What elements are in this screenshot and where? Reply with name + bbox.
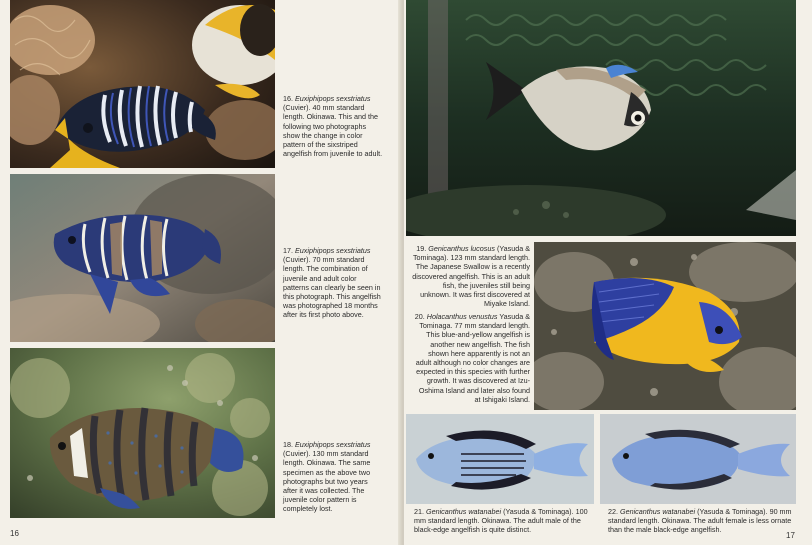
caption-16-species: Euxiphipops sexstriatus [295, 94, 371, 103]
photo-transitional-sixstriped-angelfish [10, 174, 275, 342]
page-number-right: 17 [786, 531, 795, 540]
caption-17 [283, 246, 383, 324]
photo-japanese-swallow-angelfish [406, 0, 796, 236]
left-page [0, 0, 402, 545]
right-page [404, 0, 812, 545]
caption-17-text: (Cuvier). 70 mm standard length. The combination of juvenile and adult color patterns can clearly be seen in this photograph. This angelfish was photographed 18 months after its first photo above. [283, 255, 381, 320]
photo-juvenile-sixstriped-angelfish [10, 0, 275, 168]
caption-20 [412, 312, 530, 408]
caption-21-number: 21. [414, 507, 424, 516]
caption-21 [414, 507, 592, 539]
caption-19-species: Genicanthus lucosus [428, 244, 495, 253]
photo-male-black-edge-angelfish [406, 414, 594, 504]
caption-19-text: (Yasuda & Tominaga). 123 mm standard length. The Japanese Swallow is a recently discovered angelfish. This is an adult fish, the juveniles still being unknown. It was first discovered at Miyake Island. [412, 244, 530, 309]
caption-17-species: Euxiphipops sexstriatus [295, 246, 371, 255]
caption-16-number: 16. [283, 94, 293, 103]
caption-20-species: Holacanthus venustus [426, 312, 498, 321]
caption-18-species: Euxiphipops sexstriatus [295, 440, 371, 449]
caption-19-number: 19. [416, 244, 427, 253]
caption-18 [283, 440, 383, 518]
caption-20-text: Yasuda & Tominaga. 77 mm standard length. This blue-and-yellow angelfish is another new angelfish. The fish shown here apparently is not an adult although no color changes are expected in this species with further growth. It was discovered at Izu-Oshima Island and later also found at Ishigaki Island. [415, 312, 530, 404]
caption-16-text: (Cuvier). 40 mm standard length. Okinawa. This and the following two photographs show the change in color pattern of the sixstriped angelfish from juvenile to adult. [283, 103, 383, 159]
caption-22-species: Genicanthus watanabei [620, 507, 696, 516]
caption-22 [608, 507, 794, 539]
photo-adult-sixstriped-angelfish [10, 348, 275, 518]
caption-21-species: Genicanthus watanabei [426, 507, 502, 516]
caption-20-number: 20. [414, 312, 425, 321]
caption-18-text: (Cuvier). 130 mm standard length. Okinawa. The same specimen as the above two photographs but two years after it was collected. The juvenile color pattern is completely lost. [283, 449, 371, 514]
caption-22-text: (Yasuda & Tominaga). 90 mm standard length. Okinawa. The adult female is less ornate than the male black-edge angelfish. [608, 507, 792, 535]
caption-18-number: 18. [283, 440, 293, 449]
caption-19 [412, 244, 530, 312]
photo-female-black-edge-angelfish [600, 414, 796, 504]
photo-blue-and-yellow-angelfish [534, 242, 796, 410]
caption-17-number: 17. [283, 246, 293, 255]
caption-21-text: (Yasuda & Tominaga). 100 mm standard length. Okinawa. The adult male of the black-edge angelfish is quite distinct. [414, 507, 588, 535]
caption-22-number: 22. [608, 507, 618, 516]
page-number-left: 16 [10, 529, 19, 538]
caption-16 [283, 94, 383, 162]
